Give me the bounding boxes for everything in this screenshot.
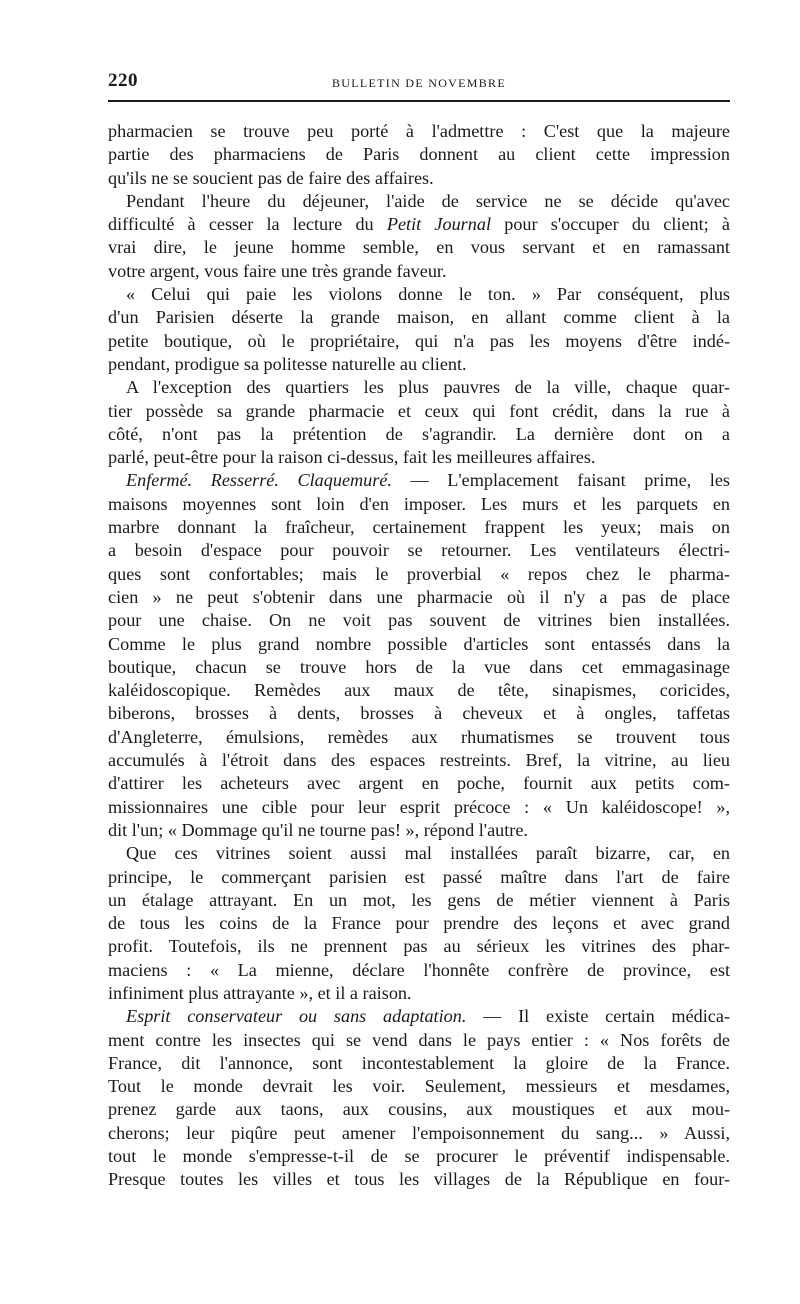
text-line: Tout le monde devrait les voir. Seulement, messieurs et mesdames,	[108, 1076, 730, 1097]
text-line: de tous les coins de la France pour prendre des leçons et avec grand	[108, 913, 730, 934]
text-line: tout le monde s'empresse-t-il de se procurer le préventif indispensable.	[108, 1146, 730, 1167]
text-line: Comme le plus grand nombre possible d'articles sont entassés dans la	[108, 633, 730, 654]
page-number: 220	[108, 70, 138, 91]
text-line: cien » ne peut s'obtenir dans une pharmacie où il n'y a pas de place	[108, 586, 730, 607]
text-line: infiniment plus attrayante », et il a raison.	[108, 982, 412, 1003]
text-line: prenez garde aux taons, aux cousins, aux moustiques et aux mou-	[108, 1099, 730, 1120]
text-line: parlé, peut-être pour la raison ci-dessus, fait les meilleures affaires.	[108, 447, 596, 468]
text-line: vrai dire, le jeune homme semble, en vous servant et en ramassant	[108, 237, 730, 258]
text-line	[108, 213, 730, 236]
italic-phrase: Esprit conservateur ou sans adaptation.	[126, 1006, 467, 1027]
text-line: Presque toutes les villes et tous les villages de la République en four-	[108, 1169, 730, 1190]
text-line: un étalage attrayant. En un mot, les gens de métier viennent à Paris	[108, 889, 730, 910]
text-line: ment contre les insectes qui se vend dans le pays entier : « Nos forêts de	[108, 1029, 730, 1050]
text-line	[108, 469, 730, 492]
text-line: votre argent, vous faire une très grande faveur.	[108, 260, 447, 281]
document-page	[108, 0, 730, 1304]
text-line: pour une chaise. On ne voit pas souvent de vitrines bien installées.	[108, 610, 730, 631]
text-line: accumulés à l'étroit dans des espaces restreints. Bref, la vitrine, au lieu	[108, 750, 730, 771]
text-line: Pendant l'heure du déjeuner, l'aide de service ne se décide qu'avec	[126, 190, 730, 211]
text-line: kaléidoscopique. Remèdes aux maux de tête, sinapismes, coricides,	[108, 680, 730, 701]
text-line: tier possède sa grande pharmacie et ceux qui font crédit, dans la rue à	[108, 400, 730, 421]
text-line: d'un Parisien déserte la grande maison, en allant comme client à la	[108, 307, 730, 328]
text-run: pour s'occuper du client; à	[491, 214, 731, 235]
italic-phrase: Enfermé. Resserré. Claquemuré.	[126, 470, 392, 491]
text-line: pharmacien se trouve peu porté à l'admettre : C'est que la majeure	[108, 121, 730, 141]
text-line	[108, 1005, 730, 1028]
text-line: missionnaires une cible pour leur esprit précoce : « Un kaléidoscope! »,	[108, 796, 730, 817]
text-line: a besoin d'espace pour pouvoir se retourner. Les ventilateurs électri-	[108, 540, 730, 561]
text-line: côté, n'ont pas la prétention de s'agrandir. La dernière dont on a	[108, 423, 730, 444]
body-text	[108, 120, 730, 1192]
italic-phrase: Petit Journal	[386, 214, 492, 235]
text-line: partie des pharmaciens de Paris donnent au client cette impression	[108, 144, 730, 165]
text-line: pendant, prodigue sa politesse naturelle au client.	[108, 353, 467, 374]
text-line: d'Angleterre, émulsions, remèdes aux rhumatismes se trouvent tous	[108, 726, 730, 747]
header-rule	[108, 100, 730, 102]
text-line: biberons, brosses à dents, brosses à cheveux et à ongles, taffetas	[108, 703, 730, 724]
text-line: maisons moyennes sont loin d'en imposer. Les murs et les parquets en	[108, 493, 730, 514]
text-line: France, dit l'annonce, sont incontestablement la gloire de la France.	[108, 1052, 730, 1073]
text-line: cherons; leur piqûre peut amener l'empoisonnement du sang... » Aussi,	[108, 1122, 730, 1143]
page-header	[108, 70, 730, 96]
text-run: — Il existe certain médica-	[466, 1006, 730, 1027]
text-line: profit. Toutefois, ils ne prennent pas au sérieux les vitrines des phar-	[108, 936, 730, 957]
text-line: d'attirer les acheteurs avec argent en poche, fournit aux petits com-	[108, 773, 730, 794]
running-title: BULLETIN DE NOVEMBRE	[332, 76, 506, 90]
text-line: qu'ils ne se soucient pas de faire des affaires.	[108, 167, 434, 188]
text-line: dit l'un; « Dommage qu'il ne tourne pas! », répond l'autre.	[108, 819, 528, 840]
text-line: « Celui qui paie les violons donne le ton. » Par conséquent, plus	[126, 284, 730, 305]
text-line: marbre donnant la fraîcheur, certainement frappent les yeux; mais on	[108, 517, 730, 538]
text-line: maciens : « La mienne, déclare l'honnête confrère de province, est	[108, 959, 730, 980]
text-line: petite boutique, où le propriétaire, qui n'a pas les moyens d'être indé-	[108, 330, 730, 351]
text-line: ques sont confortables; mais le proverbial « repos chez le pharma-	[108, 563, 730, 584]
text-line: boutique, chacun se trouve hors de la vue dans cet emmagasinage	[108, 656, 730, 677]
text-line: Que ces vitrines soient aussi mal installées paraît bizarre, car, en	[126, 843, 730, 864]
text-line: A l'exception des quartiers les plus pauvres de la ville, chaque quar-	[126, 377, 730, 398]
text-line: principe, le commerçant parisien est passé maître dans l'art de faire	[108, 866, 730, 887]
text-run: — L'emplacement faisant prime, les	[391, 470, 730, 491]
text-run: difficulté à cesser la lecture du	[108, 214, 387, 235]
